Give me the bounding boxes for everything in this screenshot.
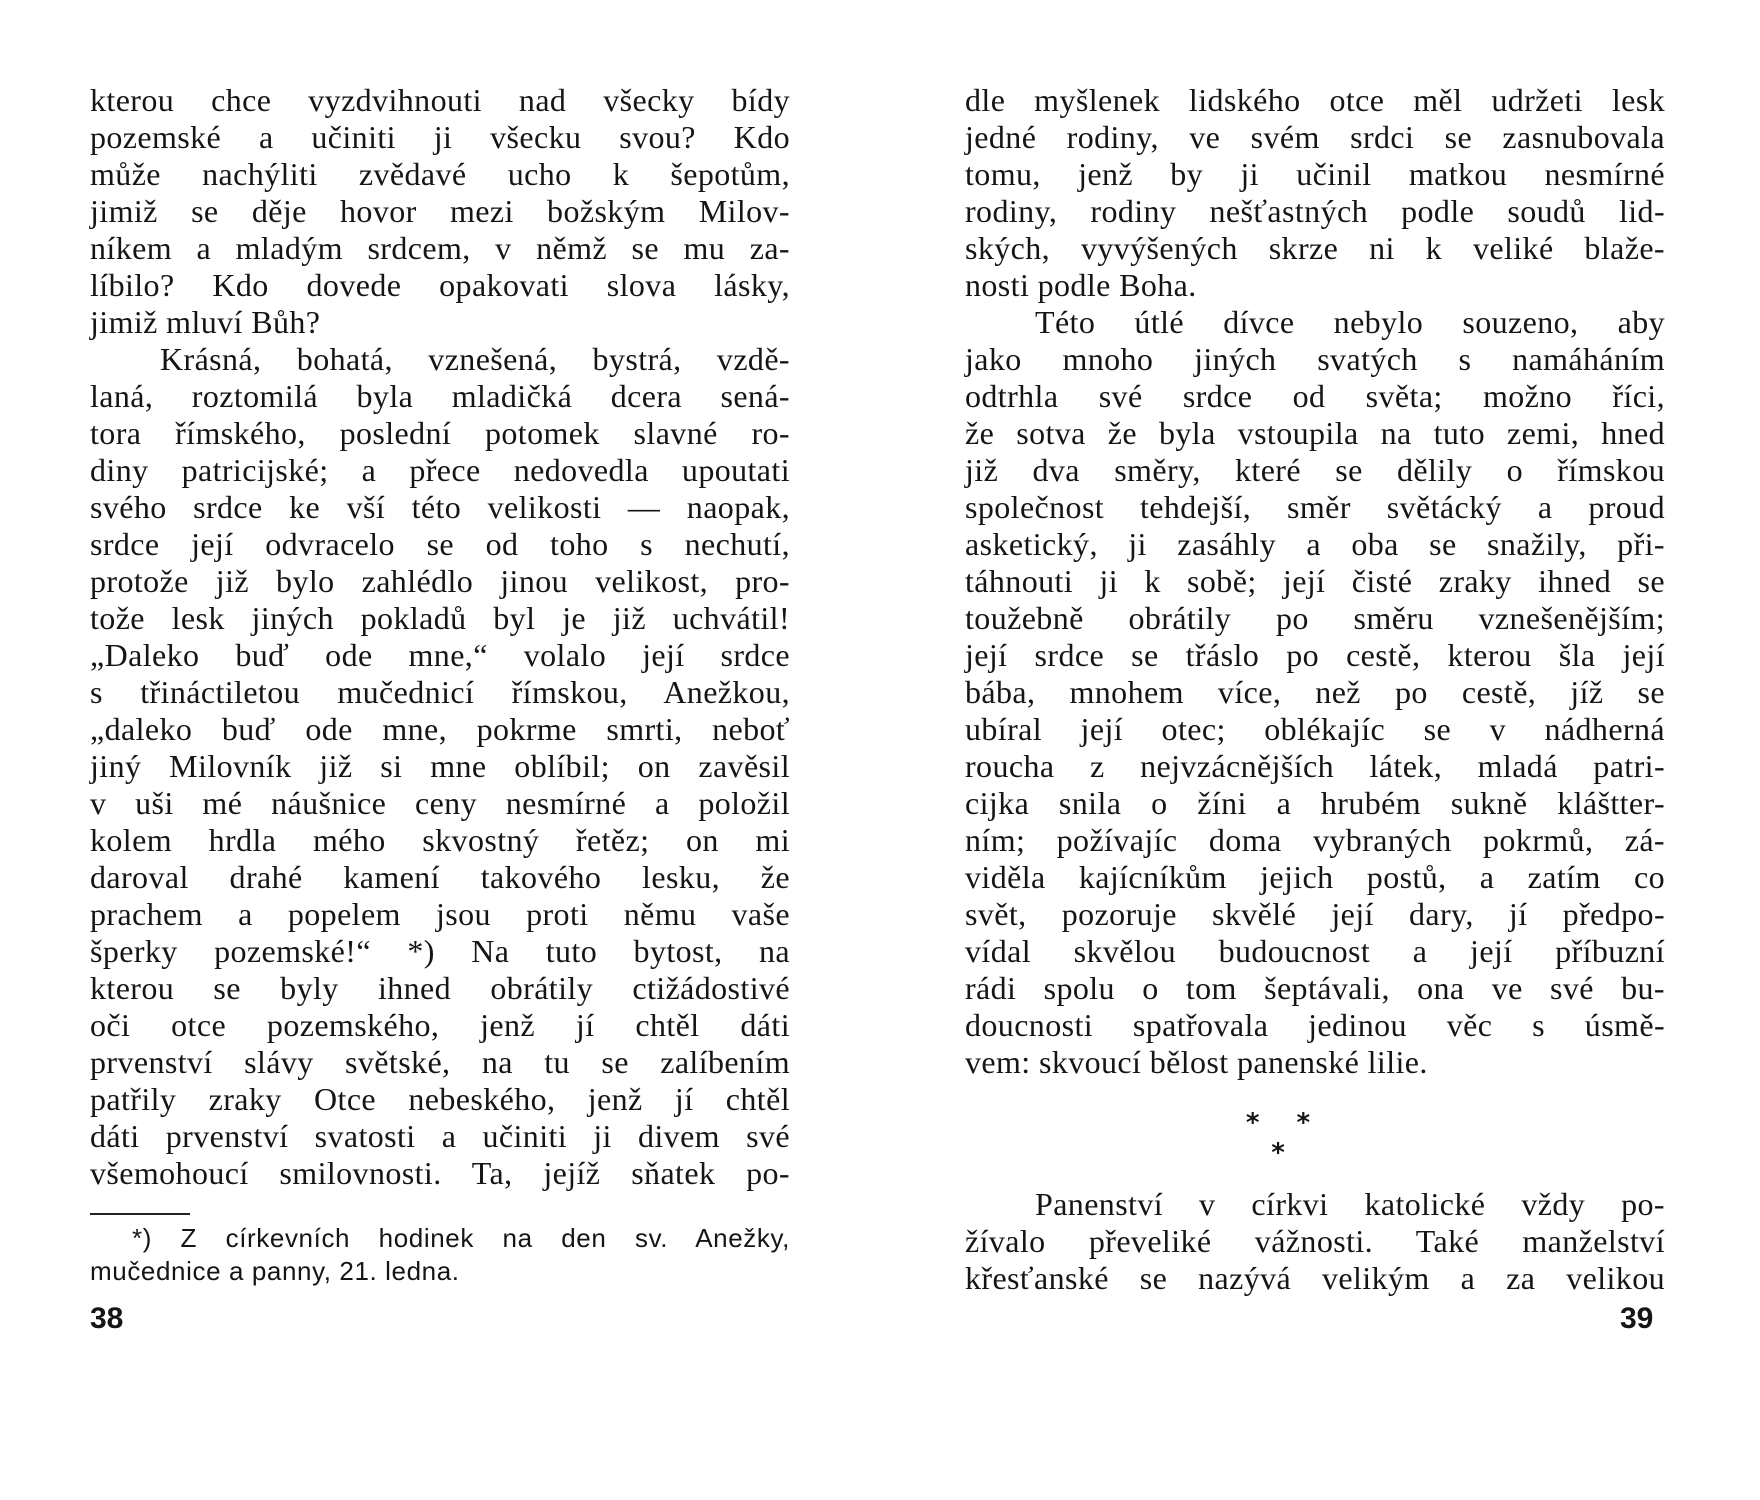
text-line: líbilo? Kdo dovede opakovati slova lásky, xyxy=(90,267,790,303)
text-line: „daleko buď ode mne, pokrme smrti, neboť xyxy=(90,711,790,747)
text-line: vem: skvoucí bělost panenské lilie. xyxy=(965,1044,1428,1080)
text-line: oči otce pozemského, jenž jí chtěl dáti xyxy=(90,1007,790,1043)
text-line: prvenství slávy světské, na tu se zalíbením xyxy=(90,1044,790,1080)
left-page-body xyxy=(90,82,790,1192)
footnote-line: mučednice a panny, 21. ledna. xyxy=(90,1256,460,1286)
text-line: tomu, jenž by ji učinil matkou nesmírné xyxy=(965,156,1665,192)
text-line: tože lesk jiných pokladů byl je již uchvátil! xyxy=(90,600,790,636)
text-line: bába, mnohem více, než po cestě, jíž se xyxy=(965,674,1665,710)
text-line: křesťanské se nazývá velikým a za velikou xyxy=(965,1260,1665,1296)
text-line: patřily zraky Otce nebeského, jenž jí chtěl xyxy=(90,1081,790,1117)
text-line: svého srdce ke vší této velikosti — naopak, xyxy=(90,489,790,525)
text-line: vídal skvělou budoucnost a její příbuzní xyxy=(965,933,1665,969)
text-line: jimiž se děje hovor mezi božským Milov- xyxy=(90,193,790,229)
text-line: odtrhla své srdce od světa; možno říci, xyxy=(965,378,1665,414)
paragraph-start-line: Krásná, bohatá, vznešená, bystrá, vzdě- xyxy=(160,341,790,377)
text-line: daroval drahé kamení takového lesku, že xyxy=(90,859,790,895)
text-line: společnost tehdejší, směr světácký a proud xyxy=(965,489,1665,525)
footnote-line: *) Z církevních hodinek na den sv. Anežky, xyxy=(132,1223,790,1253)
text-line: ubíral její otec; oblékajíc se v nádherná xyxy=(965,711,1665,747)
text-line: svět, pozoruje skvělé její dary, jí předpo- xyxy=(965,896,1665,932)
text-line: jiný Milovník již si mne oblíbil; on zavěsil xyxy=(90,748,790,784)
text-line: rádi spolu o tom šeptávali, ona ve své bu- xyxy=(965,970,1665,1006)
text-line: laná, roztomilá byla mladičká dcera sená- xyxy=(90,378,790,414)
text-line: srdce její odvracelo se od toho s nechutí, xyxy=(90,526,790,562)
section-separator: * * * xyxy=(1245,1108,1325,1168)
text-line: všemohoucí smilovnosti. Ta, jejíž sňatek po- xyxy=(90,1155,790,1191)
page-number-left: 38 xyxy=(90,1302,124,1335)
text-line: nosti podle Boha. xyxy=(965,267,1197,303)
text-line: pozemské a učiniti ji všecku svou? Kdo xyxy=(90,119,790,155)
text-line: již dva směry, které se dělily o římskou xyxy=(965,452,1665,488)
right-page-new-section xyxy=(965,1186,1665,1297)
text-line: jedné rodiny, ve svém srdci se zasnubovala xyxy=(965,119,1665,155)
text-line: prachem a popelem jsou proti němu vaše xyxy=(90,896,790,932)
text-line: s třináctiletou mučednicí římskou, Anežkou, xyxy=(90,674,790,710)
text-line: ských, vyvýšených skrze ni k veliké blaže- xyxy=(965,230,1665,266)
text-line: šperky pozemské!“ *) Na tuto bytost, na xyxy=(90,933,790,969)
right-page-body xyxy=(965,82,1665,1081)
text-line: rodiny, rodiny nešťastných podle soudů lid- xyxy=(965,193,1665,229)
text-line: viděla kajícníkům jejich postů, a zatím co xyxy=(965,859,1665,895)
text-line: kolem hrdla mého skvostný řetěz; on mi xyxy=(90,822,790,858)
text-line: asketický, ji zasáhly a oba se snažily, při- xyxy=(965,526,1665,562)
text-line: kterou se byly ihned obrátily ctižádostivé xyxy=(90,970,790,1006)
text-line: diny patricijské; a přece nedovedla upoutati xyxy=(90,452,790,488)
text-line: tora římského, poslední potomek slavné ro- xyxy=(90,415,790,451)
text-line: protože již bylo zahlédlo jinou velikost, pro- xyxy=(90,563,790,599)
text-line: její srdce se třáslo po cestě, kterou šla její xyxy=(965,637,1665,673)
text-line: toužebně obrátily po směru vznešenějším; xyxy=(965,600,1665,636)
text-line: ním; požívajíc doma vybraných pokrmů, zá- xyxy=(965,822,1665,858)
footnote-divider xyxy=(90,1213,190,1215)
text-line: v uši mé náušnice ceny nesmírné a položil xyxy=(90,785,790,821)
paragraph-start-line: Panenství v církvi katolické vždy po- xyxy=(1035,1186,1665,1222)
text-line: jimiž mluví Bůh? xyxy=(90,304,321,340)
footnote xyxy=(90,1222,790,1288)
text-line: roucha z nejvzácnějších látek, mladá patri- xyxy=(965,748,1665,784)
text-line: táhnouti ji k sobě; její čisté zraky ihned se xyxy=(965,563,1665,599)
page-number-right: 39 xyxy=(1620,1302,1654,1335)
text-line: jako mnoho jiných svatých s namáháním xyxy=(965,341,1665,377)
text-line: cijka snila o žíni a hrubém sukně kláštter- xyxy=(965,785,1665,821)
text-line: doucnosti spatřovala jedinou věc s úsmě- xyxy=(965,1007,1665,1043)
text-line: může nachýliti zvědavé ucho k šepotům, xyxy=(90,156,790,192)
text-line: dle myšlenek lidského otce měl udržeti lesk xyxy=(965,82,1665,118)
paragraph-start-line: Této útlé dívce nebylo souzeno, aby xyxy=(1035,304,1665,340)
text-line: žívalo převeliké vážnosti. Také manželství xyxy=(965,1223,1665,1259)
text-line: „Daleko buď ode mne,“ volalo její srdce xyxy=(90,637,790,673)
text-line: že sotva že byla vstoupila na tuto zemi, hned xyxy=(965,415,1665,451)
text-line: dáti prvenství svatosti a učiniti ji divem své xyxy=(90,1118,790,1154)
text-line: kterou chce vyzdvihnouti nad všecky bídy xyxy=(90,82,790,118)
text-line: níkem a mladým srdcem, v němž se mu za- xyxy=(90,230,790,266)
